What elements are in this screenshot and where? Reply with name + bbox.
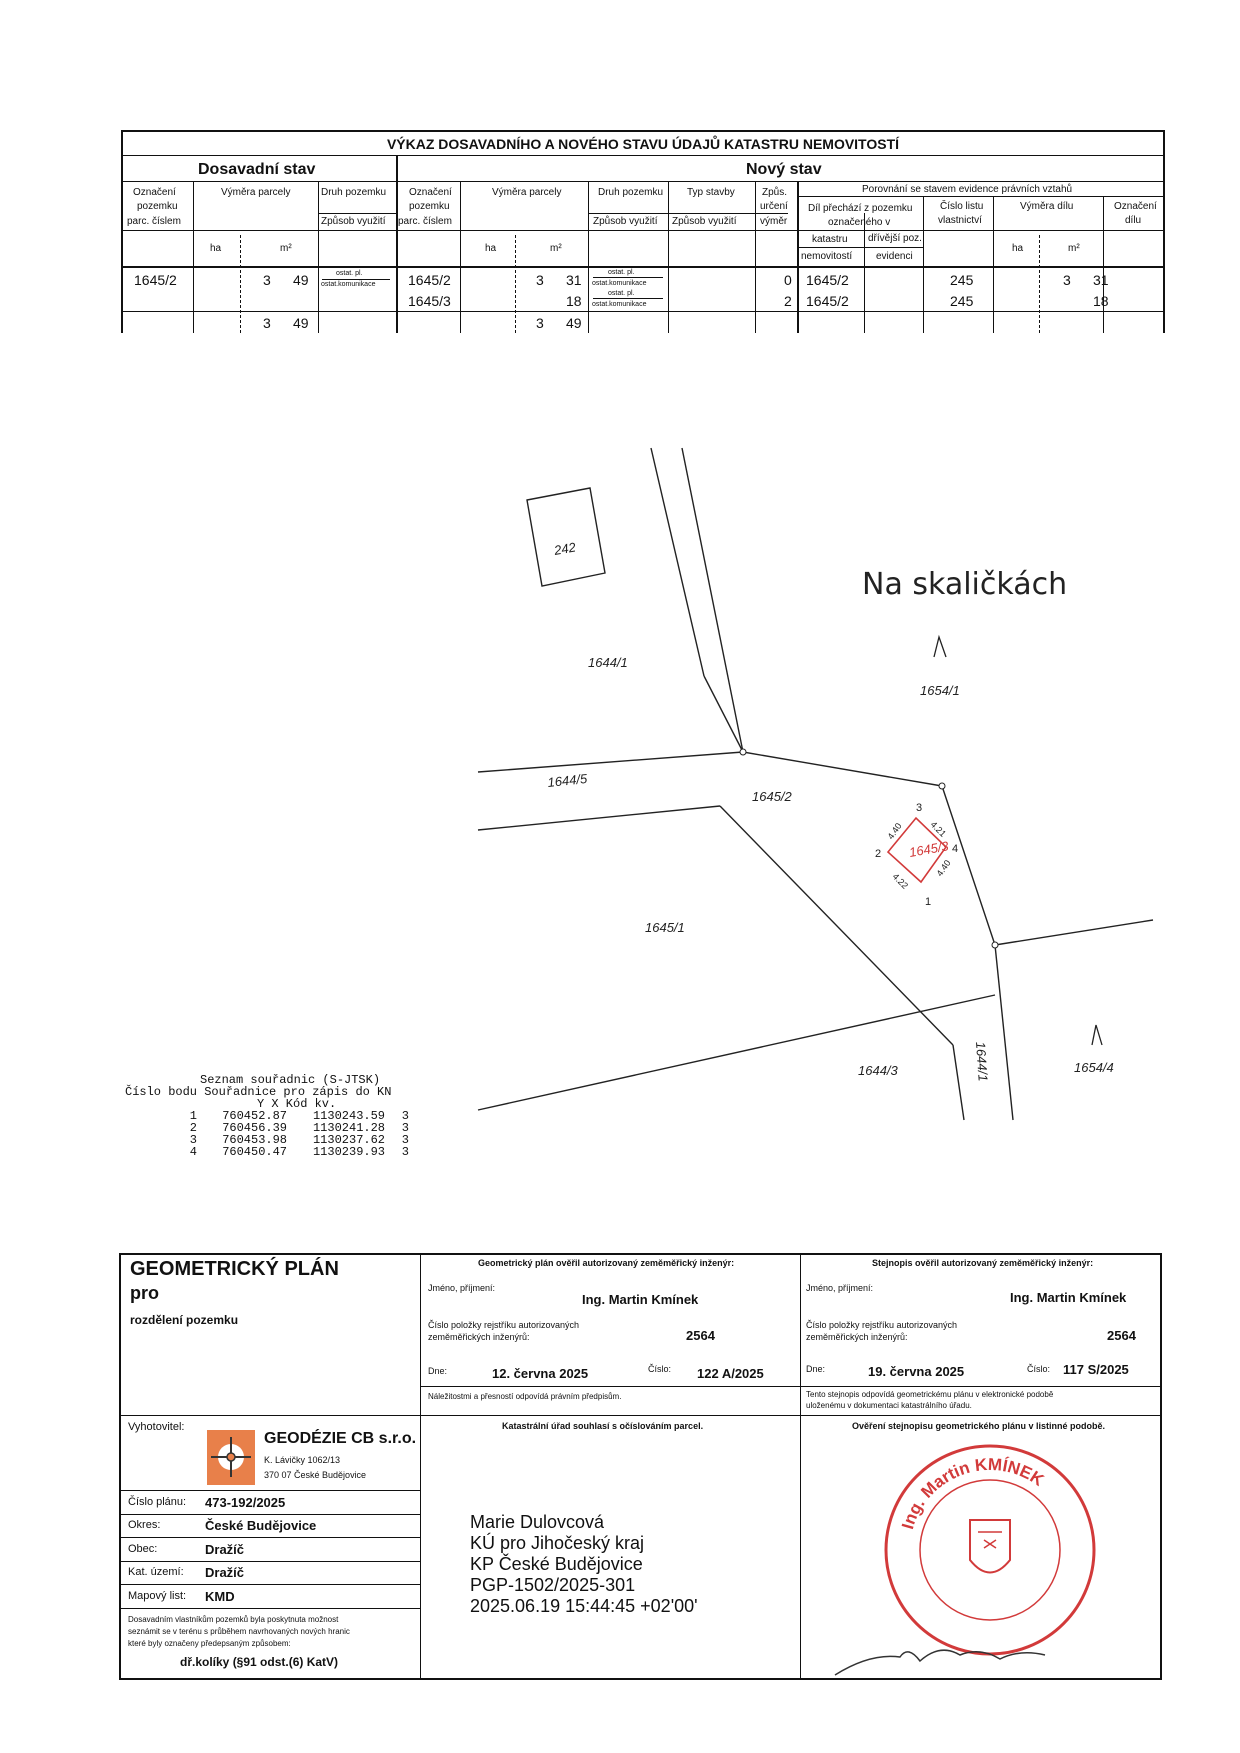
- distance-label: 4.40: [885, 821, 904, 842]
- header-label: Výměra parcely: [221, 187, 291, 198]
- map-sheet: KMD: [205, 1589, 235, 1604]
- label-242: 242: [552, 539, 577, 558]
- label-1654-4: 1654/4: [1074, 1060, 1114, 1075]
- header-label: výměr: [760, 216, 788, 227]
- header-label: Způsob využití: [321, 216, 386, 227]
- verify-paper-title: Ověření stejnopisu geometrického plánu v listinné podobě.: [852, 1421, 1106, 1431]
- verify-number: 122 A/2025: [697, 1366, 764, 1381]
- reg-label: zeměměřických inženýrů:: [428, 1332, 530, 1342]
- copy-reg-number: 2564: [1107, 1328, 1136, 1343]
- new-dil-m2-1: 31: [1093, 272, 1109, 288]
- header-unit: m²: [550, 243, 562, 254]
- label-1645-3: 1645/3: [907, 838, 950, 860]
- new-dil-ha-1: 3: [1063, 272, 1071, 288]
- copy-note: uloženému v dokumentaci katastrálního úřadu.: [806, 1401, 972, 1410]
- header-label: určení: [760, 201, 788, 212]
- header-label: Označení: [133, 187, 176, 198]
- crosshair-icon: [207, 1430, 255, 1485]
- office-name: KÚ pro Jihočeský kraj: [470, 1533, 645, 1553]
- cislo-label: Číslo:: [1027, 1364, 1051, 1374]
- header-label: parc. číslem: [127, 216, 181, 227]
- header-label: dílu: [1125, 215, 1142, 226]
- label-1644-1-top: 1644/1: [588, 655, 628, 670]
- consent-text: Dosavadním vlastníkům pozemků byla poskytnuta možnost: [128, 1615, 339, 1624]
- coords-title: Seznam souřadnic (S-JTSK): [200, 1073, 381, 1087]
- header-label: Díl přechází z pozemku: [808, 203, 913, 214]
- company-logo: [207, 1430, 255, 1485]
- comparison-header: Porovnání se stavem evidence právních vztahů: [862, 184, 1073, 195]
- date-label: Dne:: [428, 1366, 448, 1376]
- header-label: Způs.: [762, 187, 788, 198]
- sum-old-ha: 3: [263, 315, 271, 331]
- copy-engineer-name: Ing. Martin Kmínek: [1010, 1290, 1127, 1305]
- date-label: Dne:: [806, 1364, 826, 1374]
- coord-row: 2 760456.39 1130241.28 3: [189, 1121, 409, 1135]
- coordinate-list: [125, 1074, 409, 1158]
- header-unit: ha: [485, 243, 497, 254]
- verify-date: 12. června 2025: [492, 1366, 589, 1381]
- office-branch: KP České Budějovice: [470, 1554, 643, 1574]
- point-2-label: 2: [875, 848, 882, 860]
- header-label: Výměra dílu: [1020, 201, 1074, 212]
- reg-number: 2564: [686, 1328, 715, 1343]
- seal-text: Ing. Martin KMÍNEK: [898, 1454, 1048, 1532]
- copy-title: Stejnopis ověřil autorizovaný zeměměřický inženýr:: [872, 1258, 1094, 1268]
- signature: [830, 1625, 1060, 1680]
- header-label: nemovitostí: [801, 251, 853, 262]
- new-druh-1: ostat. pl.: [608, 269, 635, 276]
- coord-row: 3 760453.98 1130237.62 3: [189, 1133, 409, 1147]
- ku-signature-block: [470, 1512, 698, 1617]
- verify-note: Náležitostmi a přesností odpovídá právním předpisům.: [428, 1392, 622, 1401]
- label-1645-1: 1645/1: [645, 920, 685, 935]
- sum-old-m2: 49: [293, 315, 309, 331]
- label-1644-3: 1644/3: [858, 1063, 898, 1078]
- header-label: Druh pozemku: [321, 187, 387, 198]
- meadow-icon: [934, 637, 1102, 1045]
- label-1654-1: 1654/1: [920, 683, 960, 698]
- field-label: Mapový list:: [128, 1590, 187, 1602]
- new-from-1: 1645/2: [806, 272, 849, 288]
- reg-label: Číslo položky rejstříku autorizovaných: [428, 1320, 580, 1330]
- point-4-label: 4: [952, 843, 959, 855]
- old-druh: ostat. pl.: [336, 270, 363, 277]
- kataster-title: Katastrální úřad souhlasí s očíslováním parcel.: [502, 1421, 704, 1431]
- consent-text: které byly označeny předepsaným způsobem:: [128, 1639, 291, 1648]
- new-zpusob-2: ostat.komunikace: [592, 301, 647, 308]
- header-unit: m²: [1068, 243, 1080, 254]
- header-label: Druh pozemku: [598, 187, 664, 198]
- engineer-name: Ing. Martin Kmínek: [582, 1292, 699, 1307]
- reg-label: Číslo položky rejstříku autorizovaných: [806, 1320, 958, 1330]
- plan-number: 473-192/2025: [205, 1495, 286, 1510]
- header-label: pozemku: [409, 201, 450, 212]
- ku-value: Dražíč: [205, 1565, 245, 1580]
- new-m2-2: 18: [566, 293, 582, 309]
- copy-date: 19. června 2025: [868, 1364, 965, 1379]
- header-label: Označení: [1114, 201, 1157, 212]
- label-1644-5: 1644/5: [546, 770, 588, 790]
- coords-header: Číslo bodu Souřadnice pro zápis do KN: [125, 1085, 392, 1099]
- distance-label: 4.40: [934, 858, 953, 879]
- point-1-label: 1: [925, 896, 932, 908]
- new-parcel-2: 1645/3: [408, 293, 451, 309]
- signer-name: Marie Dulovcová: [470, 1512, 605, 1532]
- header-label: katastru: [812, 234, 848, 245]
- coord-row: 1 760452.87 1130243.59 3: [189, 1109, 409, 1123]
- plan-title: GEOMETRICKÝ PLÁN: [130, 1258, 339, 1280]
- company-city: 370 07 České Budějovice: [264, 1470, 367, 1480]
- header-label: Způsob využití: [672, 216, 737, 227]
- old-m2: 49: [293, 272, 309, 288]
- plan-purpose: rozdělení pozemku: [130, 1313, 239, 1327]
- header-label: Výměra parcely: [492, 187, 562, 198]
- old-parcel: 1645/2: [134, 272, 177, 288]
- building-242: [527, 488, 605, 586]
- header-label: označeného v: [828, 217, 891, 228]
- field-label: Číslo plánu:: [128, 1496, 187, 1508]
- copy-number: 117 S/2025: [1063, 1362, 1129, 1377]
- header-label: Typ stavby: [687, 187, 735, 198]
- field-label: Okres:: [128, 1519, 161, 1531]
- header-unit: m²: [280, 243, 292, 254]
- label-1645-2: 1645/2: [752, 789, 792, 804]
- header-label: Označení: [409, 187, 452, 198]
- header-label: Způsob využití: [593, 216, 658, 227]
- new-urceni-1: 0: [784, 272, 792, 288]
- new-zpusob-1: ostat.komunikace: [592, 280, 647, 287]
- header-unit: ha: [210, 243, 222, 254]
- point-3-label: 3: [916, 802, 923, 814]
- new-urceni-2: 2: [784, 293, 792, 309]
- new-parcel-1: 1645/2: [408, 272, 451, 288]
- header-label: vlastnictví: [938, 215, 982, 226]
- coord-row: 4 760450.47 1130239.93 3: [189, 1145, 409, 1159]
- markers-text: dř.kolíky (§91 odst.(6) KatV): [180, 1655, 339, 1669]
- new-druh-2: ostat. pl.: [608, 290, 635, 297]
- sum-new-m2: 49: [566, 315, 582, 331]
- header-label: dřívější poz.: [868, 233, 922, 244]
- locality-name: Na skaličkách: [862, 567, 1068, 602]
- new-dil-m2-2: 18: [1093, 293, 1109, 309]
- header-label: pozemku: [137, 201, 178, 212]
- vyhotovitel-label: Vyhotovitel:: [128, 1421, 185, 1433]
- old-state-header: Dosavadní stav: [198, 161, 316, 178]
- name-label: Jméno, příjmení:: [806, 1283, 874, 1293]
- obec-value: Dražíč: [205, 1542, 245, 1557]
- company-address: K. Lávičky 1062/13: [264, 1455, 341, 1465]
- coords-subheader: Y X Kód kv.: [257, 1097, 337, 1111]
- sum-new-ha: 3: [536, 315, 544, 331]
- copy-note: Tento stejnopis odpovídá geometrickému plánu v elektronické podobě: [806, 1390, 1054, 1399]
- header-label: Číslo listu: [940, 201, 984, 212]
- table-title: VÝKAZ DOSAVADNÍHO A NOVÉHO STAVU ÚDAJŮ KATASTRU NEMOVITOSTÍ: [386, 136, 900, 152]
- consent-text: seznámit se v terénu s průběhem navrhovaných nových hranic: [128, 1627, 350, 1636]
- plan-title-pro: pro: [130, 1283, 159, 1303]
- header-label: evidenci: [876, 251, 913, 262]
- new-ha-1: 3: [536, 272, 544, 288]
- field-label: Kat. území:: [128, 1566, 184, 1578]
- header-unit: ha: [1012, 243, 1024, 254]
- field-label: Obec:: [128, 1543, 158, 1555]
- company-name: GEODÉZIE CB s.r.o.: [264, 1430, 417, 1447]
- old-zpusob: ostat.komunikace: [321, 281, 376, 288]
- verified-title: Geometrický plán ověřil autorizovaný zeměměřický inženýr:: [478, 1258, 735, 1268]
- new-from-2: 1645/2: [806, 293, 849, 309]
- old-ha: 3: [263, 272, 271, 288]
- distance-label: 4.22: [890, 871, 911, 891]
- new-lv-2: 245: [950, 293, 974, 309]
- reg-label: zeměměřických inženýrů:: [806, 1332, 908, 1342]
- cislo-label: Číslo:: [648, 1364, 672, 1374]
- signature-time: 2025.06.19 15:44:45 +02'00': [470, 1596, 698, 1616]
- label-1644-1-bottom: 1644/1: [973, 1041, 991, 1082]
- distance-label: 4.21: [928, 819, 949, 839]
- new-lv-1: 245: [950, 272, 974, 288]
- new-m2-1: 31: [566, 272, 582, 288]
- okres-value: České Budějovice: [205, 1518, 317, 1533]
- new-state-header: Nový stav: [746, 161, 822, 178]
- case-number: PGP-1502/2025-301: [470, 1575, 636, 1595]
- name-label: Jméno, příjmení:: [428, 1283, 496, 1293]
- header-label: parc. číslem: [398, 216, 452, 227]
